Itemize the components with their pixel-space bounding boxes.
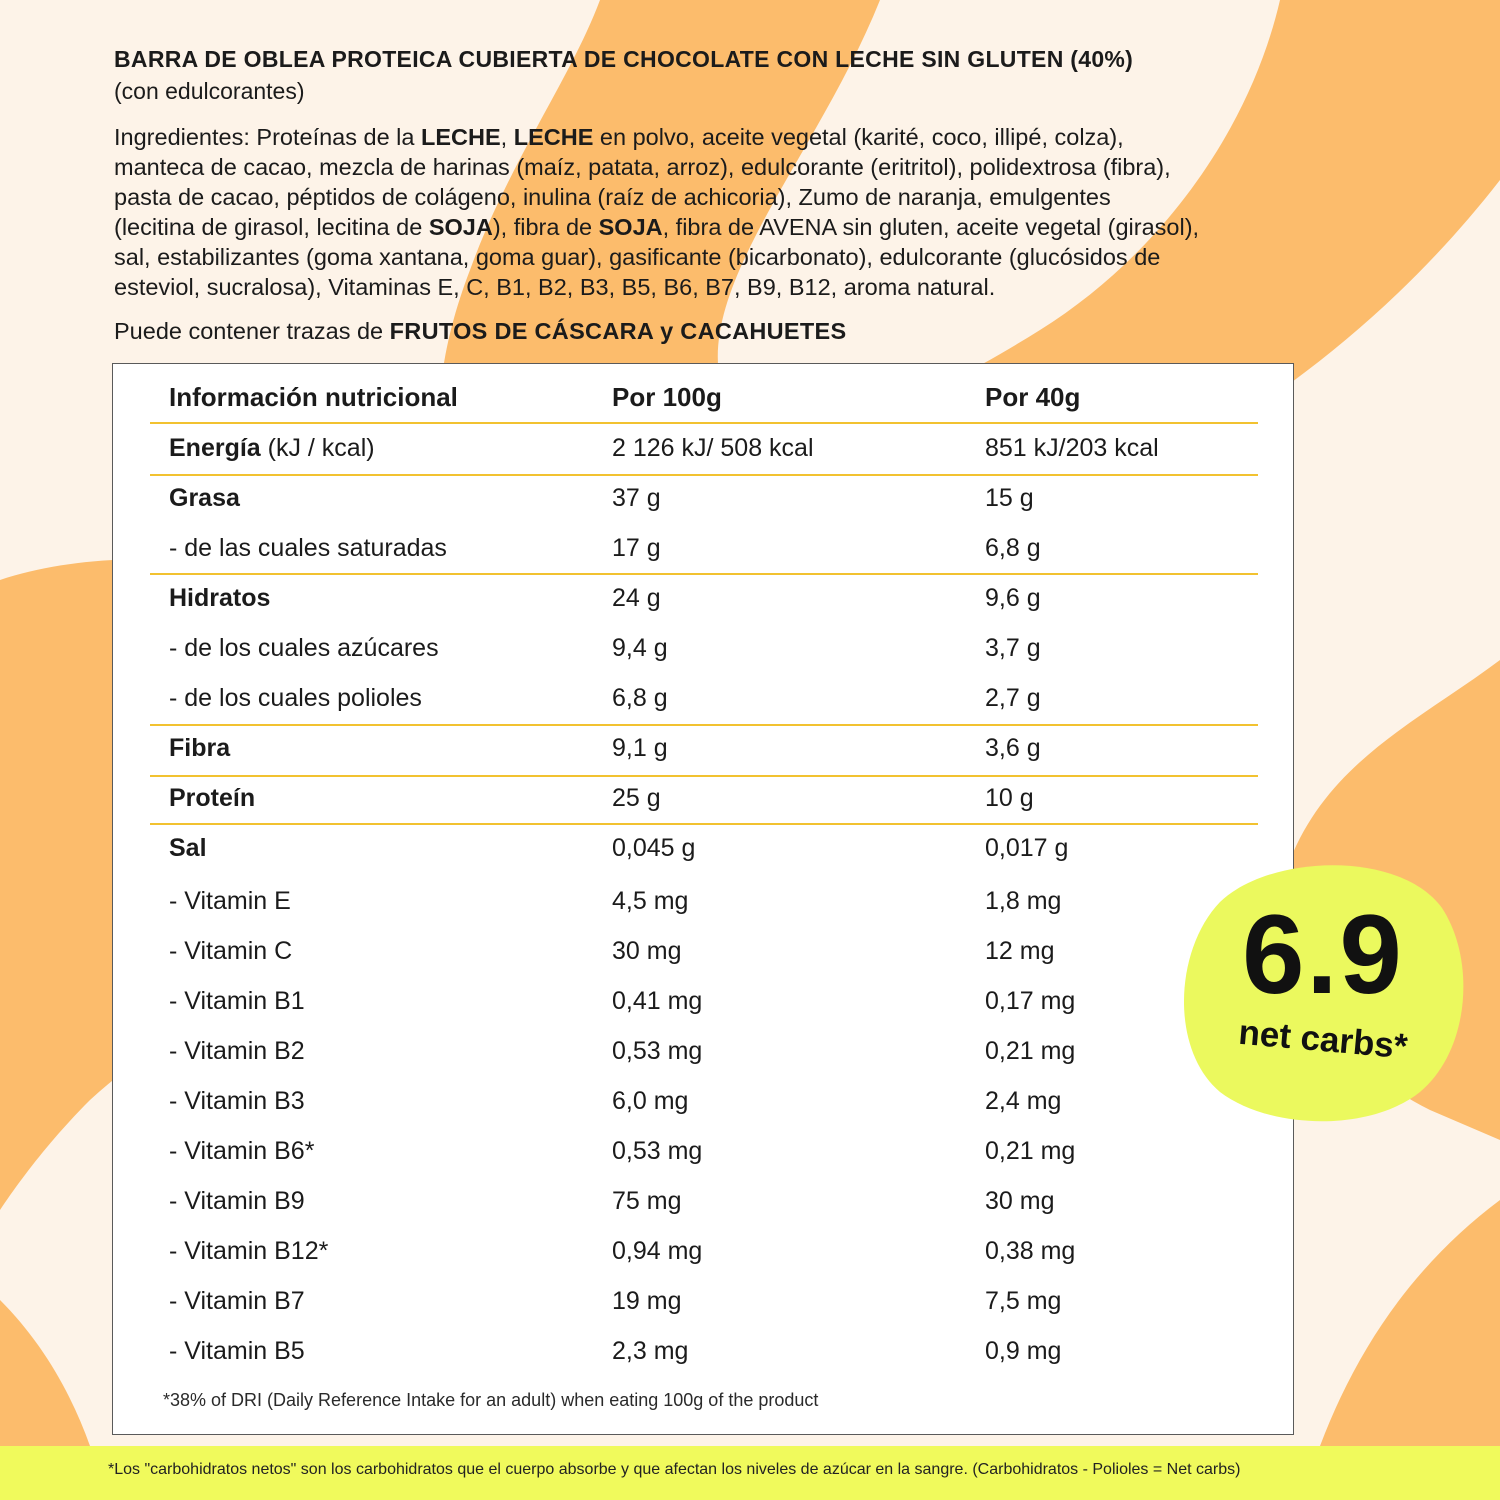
value-per-40g: 2,7 g (985, 684, 1041, 712)
ingredients-line: Ingredientes: Proteínas de la LECHE, LECHE en polvo, aceite vegetal (karité, coco, illipé, colza), (114, 124, 1124, 150)
value-per-100g: 4,5 mg (612, 887, 689, 915)
value-per-40g: 12 mg (985, 937, 1055, 965)
nutrient-label: - Vitamin B1 (169, 987, 305, 1015)
traces-allergens: FRUTOS DE CÁSCARA y CACAHUETES (389, 318, 847, 344)
nutrition-table (112, 363, 1294, 1435)
table-row (150, 1076, 1258, 1126)
value-per-40g: 0,21 mg (985, 1037, 1076, 1065)
value-per-40g: 3,6 g (985, 734, 1041, 762)
value-per-100g: 6,8 g (612, 684, 668, 712)
table-header-row (150, 372, 1258, 422)
value-per-100g: 9,1 g (612, 734, 668, 762)
nutrient-label: - Vitamin B3 (169, 1087, 305, 1115)
value-per-100g: 0,53 mg (612, 1137, 703, 1165)
table-row (150, 1176, 1258, 1226)
value-per-40g: 0,17 mg (985, 987, 1076, 1015)
allergen-traces (114, 318, 847, 345)
net-carbs-note: *Los "carbohidratos netos" son los carbohidratos que el cuerpo absorbe y que afectan los niveles de azúcar en la sangre. (Carbohidratos - Polioles = Net carbs) (108, 1461, 1241, 1478)
value-per-100g: 2 126 kJ/ 508 kcal (612, 434, 814, 462)
product-title: BARRA DE OBLEA PROTEICA CUBIERTA DE CHOCOLATE CON LECHE SIN GLUTEN (40%) (114, 46, 1134, 72)
table-row (150, 976, 1258, 1026)
nutrient-label: Sal (169, 834, 207, 862)
nutrient-label: Hidratos (169, 584, 271, 612)
nutrient-label: - Vitamin C (169, 937, 293, 965)
nutrient-label: Energía (kJ / kcal) (169, 434, 375, 462)
ingredients-line: pasta de cacao, péptidos de colágeno, inulina (raíz de achicoria), Zumo de naranja, emulgentes (114, 184, 1111, 210)
value-per-100g: 24 g (612, 584, 661, 612)
table-row (150, 1226, 1258, 1276)
nutrient-label: - Vitamin B9 (169, 1187, 305, 1215)
value-per-100g: 0,53 mg (612, 1037, 703, 1065)
value-per-40g: 3,7 g (985, 634, 1041, 662)
row-divider (150, 474, 1258, 476)
nutrient-label: - Vitamin B6* (169, 1137, 315, 1165)
nutrient-label: Proteín (169, 784, 256, 812)
nutrient-label: - Vitamin B5 (169, 1337, 305, 1365)
nutrient-label: Grasa (169, 484, 240, 512)
net-carbs-label: net carbs* (1237, 1012, 1410, 1067)
allergen-highlight: LECHE (513, 124, 594, 150)
table-row (150, 473, 1258, 523)
ingredients-line: esteviol, sucralosa), Vitaminas E, C, B1, B2, B3, B5, B6, B7, B9, B12, aroma natural. (114, 274, 996, 300)
table-row (150, 1326, 1258, 1376)
header-per-100g: Por 100g (612, 382, 722, 412)
value-per-100g: 75 mg (612, 1187, 682, 1215)
value-per-100g: 0,94 mg (612, 1237, 703, 1265)
table-row (150, 773, 1258, 823)
nutrient-label: - de los cuales polioles (169, 684, 422, 712)
value-per-40g: 9,6 g (985, 584, 1041, 612)
bottom-note-bar (0, 1446, 1500, 1500)
nutrient-label: Fibra (169, 734, 231, 762)
nutrient-label: - de las cuales saturadas (169, 534, 447, 562)
row-divider (150, 823, 1258, 825)
product-subtitle: (con edulcorantes) (114, 78, 305, 104)
allergen-highlight: SOJA (428, 214, 493, 240)
table-row (150, 1276, 1258, 1326)
value-per-100g: 6,0 mg (612, 1087, 689, 1115)
ingredients-line: (lecitina de girasol, lecitina de SOJA), fibra de SOJA, fibra de AVENA sin gluten, aceite vegetal (girasol), (114, 214, 1200, 240)
nutrient-label: - Vitamin B12* (169, 1237, 329, 1265)
value-per-100g: 19 mg (612, 1287, 682, 1315)
row-divider (150, 775, 1258, 777)
value-per-100g: 30 mg (612, 937, 682, 965)
row-divider (150, 724, 1258, 726)
nutrient-label: - Vitamin B2 (169, 1037, 305, 1065)
value-per-40g: 7,5 mg (985, 1287, 1062, 1315)
table-row (150, 423, 1258, 473)
allergen-highlight: LECHE (421, 124, 501, 150)
net-carbs-value: 6.9 (1242, 892, 1404, 1017)
value-per-100g: 0,045 g (612, 834, 696, 862)
value-per-100g: 0,41 mg (612, 987, 703, 1015)
value-per-100g: 9,4 g (612, 634, 668, 662)
ingredients-line: sal, estabilizantes (goma xantana, goma guar), gasificante (bicarbonato), edulcorante (glucósidos de (114, 244, 1161, 270)
table-row (150, 1126, 1258, 1176)
nutrient-label: - Vitamin E (169, 887, 291, 915)
header-per-40g: Por 40g (985, 382, 1081, 412)
nutrient-label: - de los cuales azúcares (169, 634, 439, 662)
header-nutrition-info: Información nutricional (169, 382, 458, 412)
ingredients-text (114, 122, 1344, 302)
row-divider (150, 422, 1258, 424)
value-per-40g: 10 g (985, 784, 1034, 812)
ingredients-line: manteca de cacao, mezcla de harinas (maíz, patata, arroz), edulcorante (eritritol), polidextrosa (fibra), (114, 154, 1171, 180)
value-per-40g: 30 mg (985, 1187, 1055, 1215)
traces-prefix: Puede contener trazas de (114, 318, 390, 344)
value-per-100g: 37 g (612, 484, 661, 512)
value-per-40g: 0,38 mg (985, 1237, 1076, 1265)
table-row (150, 926, 1258, 976)
table-row (150, 673, 1258, 723)
row-divider (150, 573, 1258, 575)
value-per-100g: 25 g (612, 784, 661, 812)
value-per-40g: 15 g (985, 484, 1034, 512)
value-per-40g: 6,8 g (985, 534, 1041, 562)
table-footnote: *38% of DRI (Daily Reference Intake for an adult) when eating 100g of the product (163, 1390, 819, 1410)
value-per-100g: 2,3 mg (612, 1337, 689, 1365)
table-row (150, 623, 1258, 673)
table-row (150, 876, 1258, 926)
value-per-40g: 2,4 mg (985, 1087, 1062, 1115)
value-per-100g: 17 g (612, 534, 661, 562)
table-row (150, 1026, 1258, 1076)
value-per-40g: 0,9 mg (985, 1337, 1062, 1365)
table-row (150, 723, 1258, 773)
table-row (150, 573, 1258, 623)
table-row (150, 523, 1258, 573)
nutrient-unit: (kJ / kcal) (260, 434, 375, 462)
net-carbs-badge (1180, 860, 1466, 1126)
value-per-40g: 0,21 mg (985, 1137, 1076, 1165)
value-per-40g: 1,8 mg (985, 887, 1062, 915)
value-per-40g: 0,017 g (985, 834, 1069, 862)
allergen-highlight: SOJA (598, 214, 663, 240)
nutrient-label: - Vitamin B7 (169, 1287, 305, 1315)
table-row (150, 823, 1258, 873)
value-per-40g: 851 kJ/203 kcal (985, 434, 1159, 462)
